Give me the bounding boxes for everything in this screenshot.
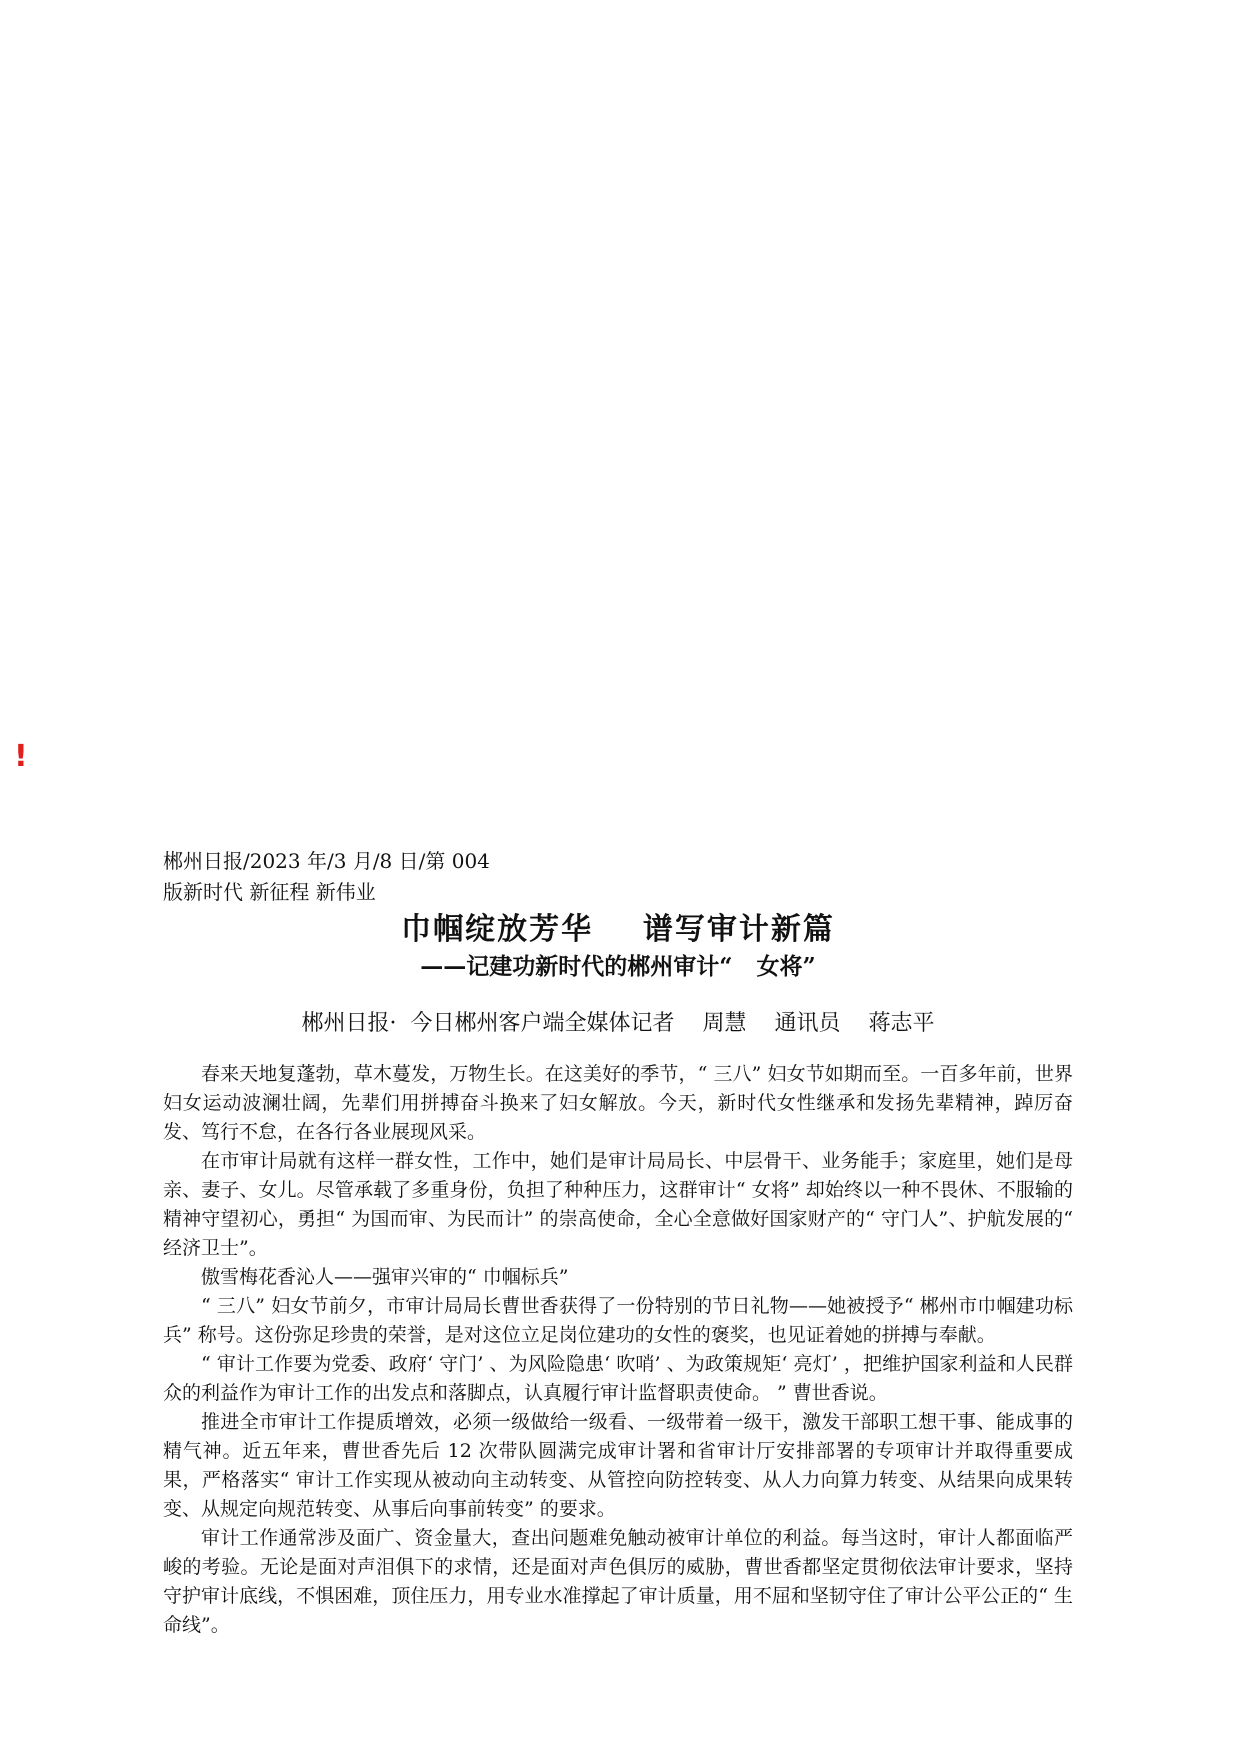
article-title: 巾帼绽放芳华 谱写审计新篇 <box>401 912 835 947</box>
paragraph: 审计工作通常涉及面广、资金量大，查出问题难免触动被审计单位的利益。每当这时，审计人都面临严峻的考验。无论是面对声泪俱下的求情，还是面对声色俱厉的威胁，曹世香都坚定贯彻依法审计要求，坚持守护审计底线，不惧困难，顶住压力，用专业水准撑起了审计质量，用不屈和坚韧守住了审计公平公正的“ 生命线”。 <box>163 1527 1073 1636</box>
paragraph: 春来天地复蓬勃，草木蔓发，万物生长。在这美好的季节，“ 三八” 妇女节如期而至。一百多年前，世界妇女运动波澜壮阔，先辈们用拼搏奋斗换来了妇女解放。今天，新时代女性继承和发扬先辈精神，踔厉奋发、笃行不怠，在各行各业展现风采。 <box>163 1063 1073 1143</box>
paragraph: “ 三八” 妇女节前夕，市审计局局长曹世香获得了一份特别的节日礼物——她被授予“ 郴州市巾帼建功标兵” 称号。这份弥足珍贵的荣誉，是对这位立足岗位建功的女性的褒奖，也见证着她的拼搏与奉献。 <box>163 1295 1073 1346</box>
section-heading: 傲雪梅花香沁人——强审兴审的“ 巾帼标兵” <box>201 1266 569 1288</box>
paragraph: 在市审计局就有这样一群女性，工作中，她们是审计局局长、中层骨干、业务能手；家庭里，她们是母亲、妻子、女儿。尽管承载了多重身份，负担了种种压力，这群审计“ 女将” 却始终以一种不畏休、不服输的精神守望初心，勇担“ 为国而审、为民而计” 的崇高使命，全心全意做好国家财产的“ 守门人”、护航发展的“ 经济卫士”。 <box>163 1150 1073 1259</box>
red-exclamation-mark: ! <box>14 739 28 774</box>
article-subtitle: ——记建功新时代的郴州审计“ 女将” <box>420 953 816 980</box>
article-body <box>163 1060 1073 1640</box>
paragraph: 推进全市审计工作提质增效，必须一级做给一级看、一级带着一级干，激发干部职工想干事、能成事的精气神。近五年来，曹世香先后 12 次带队圆满完成审计署和省审计厅安排部署的专项审计并取得重要成果，严格落实“ 审计工作实现从被动向主动转变、从管控向防控转变、从人力向算力转变、从结果向成果转变、从规定向规范转变、从事后向事前转变” 的要求。 <box>163 1411 1073 1520</box>
article-byline: 郴州日报· 今日郴州客户端全媒体记者 周慧 通讯员 蒋志平 <box>301 1011 935 1036</box>
paragraph: “ 审计工作要为党委、政府‘ 守门’ 、为风险隐患‘ 吹哨’ 、为政策规矩‘ 亮灯’ ，把维护国家利益和人民群众的利益作为审计工作的出发点和落脚点，认真履行审计监督职责使命。 ” 曹世香说。 <box>163 1353 1073 1404</box>
publication-info: 郴州日报/2023 年/3 月/8 日/第 004 <box>163 849 490 873</box>
section-info: 版新时代 新征程 新伟业 <box>163 880 376 904</box>
